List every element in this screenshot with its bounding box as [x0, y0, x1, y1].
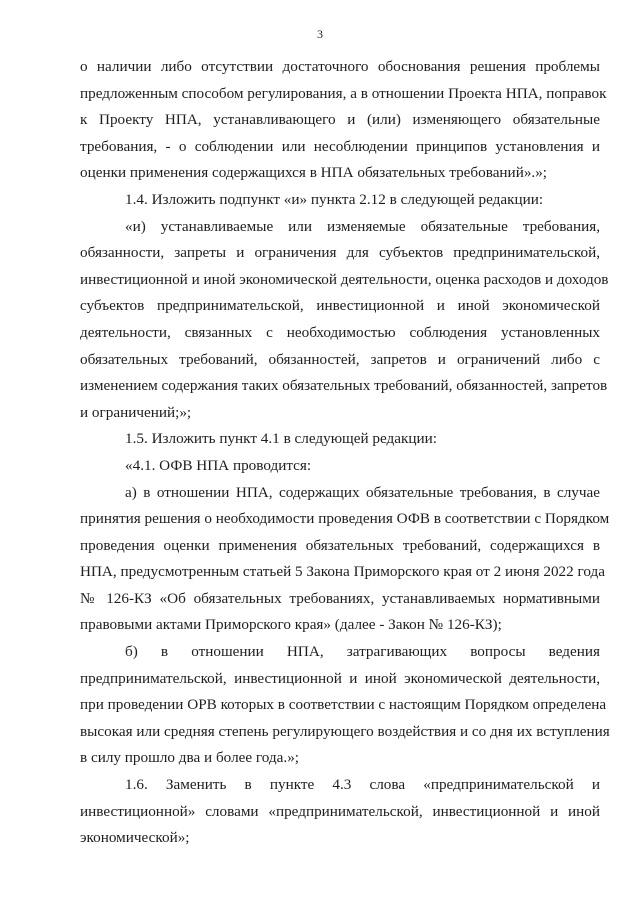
text-line: к Проекту НПА, устанавливающего и (или) изменяющего обязательные [80, 111, 600, 129]
text-line: деятельности, связанных с необходимостью соблюдения установленных [80, 323, 600, 341]
text-line: субъектов предпринимательской, инвестиционной и иной экономической [80, 297, 600, 315]
page-number: 3 [317, 27, 323, 41]
text-line: предложенным способом регулирования, а в отношении Проекта НПА, поправок [80, 84, 607, 102]
text-line: № 126-КЗ «Об обязательных требованиях, устанавливаемых нормативными [80, 589, 600, 607]
text-line: изменением содержания таких обязательных требований, обязанностей, запретов [80, 377, 608, 395]
text-line: обязанности, запреты и ограничения для субъектов предпринимательской, [80, 244, 600, 262]
text-line: б) в отношении НПА, затрагивающих вопросы ведения [125, 643, 600, 661]
text-line: высокая или средняя степень регулирующего воздействия и со дня их вступления [80, 722, 610, 740]
text-line: в силу прошло два и более года.»; [80, 749, 300, 767]
text-line: проведения оценки применения обязательных требований, содержащихся в [80, 536, 600, 554]
text-line: 1.5. Изложить пункт 4.1 в следующей редакции: [125, 430, 438, 448]
text-line: НПА, предусмотренным статьей 5 Закона Приморского края от 2 июня 2022 года [80, 563, 606, 581]
text-line: принятия решения о необходимости проведения ОФВ в соответствии с Порядком [80, 510, 610, 528]
text-line: при проведении ОРВ которых в соответствии с настоящим Порядком определена [80, 696, 607, 714]
document-body [80, 54, 610, 852]
text-line: а) в отношении НПА, содержащих обязательные требования, в случае [125, 483, 600, 501]
text-line: 1.6. Заменить в пункте 4.3 слова «предпринимательской и [125, 776, 600, 794]
text-line: обязательных требований, обязанностей, запретов и ограничений либо с [80, 350, 600, 368]
text-line: требования, - о соблюдении или несоблюдении принципов установления и [80, 137, 600, 155]
text-line: предпринимательской, инвестиционной и иной экономической деятельности, [80, 669, 600, 687]
text-line: «4.1. ОФВ НПА проводится: [125, 456, 312, 474]
text-line: 1.4. Изложить подпункт «и» пункта 2.12 в следующей редакции: [125, 190, 544, 208]
text-line: «и) устанавливаемые или изменяемые обязательные требования, [125, 217, 600, 235]
text-line: и ограничений;»; [80, 403, 192, 421]
text-line: инвестиционной» словами «предпринимательской, инвестиционной и иной [80, 802, 600, 820]
text-line: о наличии либо отсутствии достаточного обоснования решения проблемы [80, 58, 600, 75]
text-line: инвестиционной и иной экономической деятельности, оценка расходов и доходов [80, 270, 609, 288]
text-line: экономической»; [80, 829, 190, 847]
text-line: правовыми актами Приморского края» (далее - Закон № 126-КЗ); [80, 616, 502, 634]
text-line: оценки применения содержащихся в НПА обязательных требований».»; [80, 164, 548, 182]
